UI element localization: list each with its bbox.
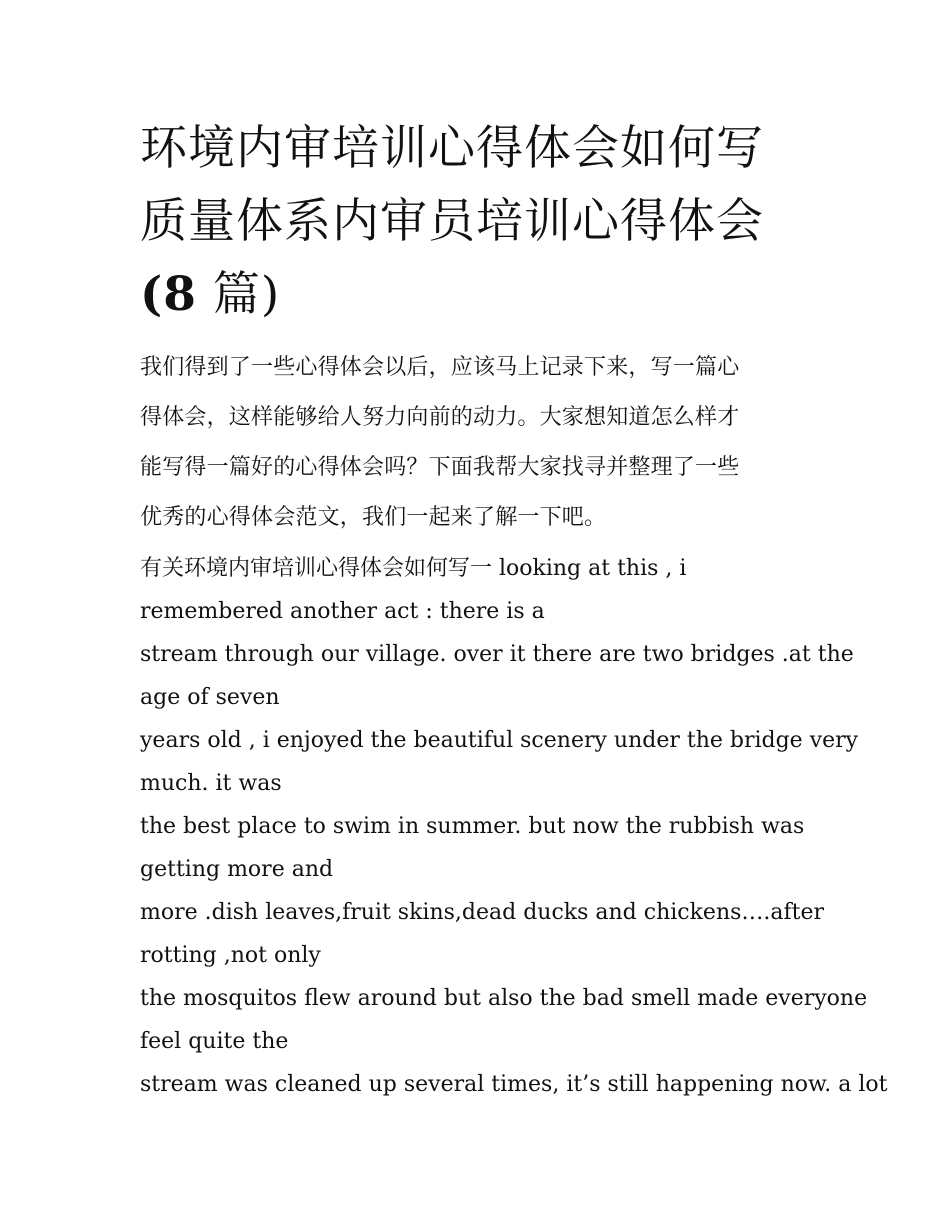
- body-line: getting more and: [140, 857, 334, 882]
- title-line-2: 质量体系内审员培训心得体会: [140, 194, 764, 249]
- body-line: more .dish leaves,fruit skins,dead ducks and chickens….after: [140, 900, 825, 925]
- body-line: feel quite the: [140, 1029, 289, 1054]
- body-line: remembered another act : there is a: [140, 599, 545, 624]
- title-line-1: 环境内审培训心得体会如何写: [140, 121, 764, 176]
- body-line: years old , i enjoyed the beautiful scenery under the bridge very: [140, 728, 859, 753]
- intro-line: 能写得一篇好的心得体会吗？下面我帮大家找寻并整理了一些: [140, 455, 740, 480]
- intro-line: 我们得到了一些心得体会以后，应该马上记录下来，写一篇心: [140, 355, 740, 380]
- body-line: the mosquitos flew around but also the bad smell made everyone: [140, 986, 868, 1011]
- intro-line: 得体会，这样能够给人努力向前的动力。大家想知道怎么样才: [140, 405, 740, 430]
- title-line-3: [140, 258, 812, 331]
- body-line: stream through our village. over it there are two bridges .at the: [140, 642, 854, 667]
- body-line: stream was cleaned up several times, it’s still happening now. a lot: [140, 1072, 888, 1097]
- body-line: rotting ,not only: [140, 943, 321, 968]
- body-line: 有关环境内审培训心得体会如何写一 looking at this , i: [140, 556, 687, 581]
- title-count: (8: [140, 267, 197, 322]
- document-title: [140, 112, 812, 331]
- body-line: age of seven: [140, 685, 280, 710]
- body-line: the best place to swim in summer. but now the rubbish was: [140, 814, 805, 839]
- body-line: much. it was: [140, 771, 282, 796]
- intro-line: 优秀的心得体会范文，我们一起来了解一下吧。: [140, 505, 607, 530]
- intro-paragraph: [140, 343, 812, 543]
- essay-body: [140, 547, 888, 1106]
- title-count-suffix: 篇): [196, 267, 281, 322]
